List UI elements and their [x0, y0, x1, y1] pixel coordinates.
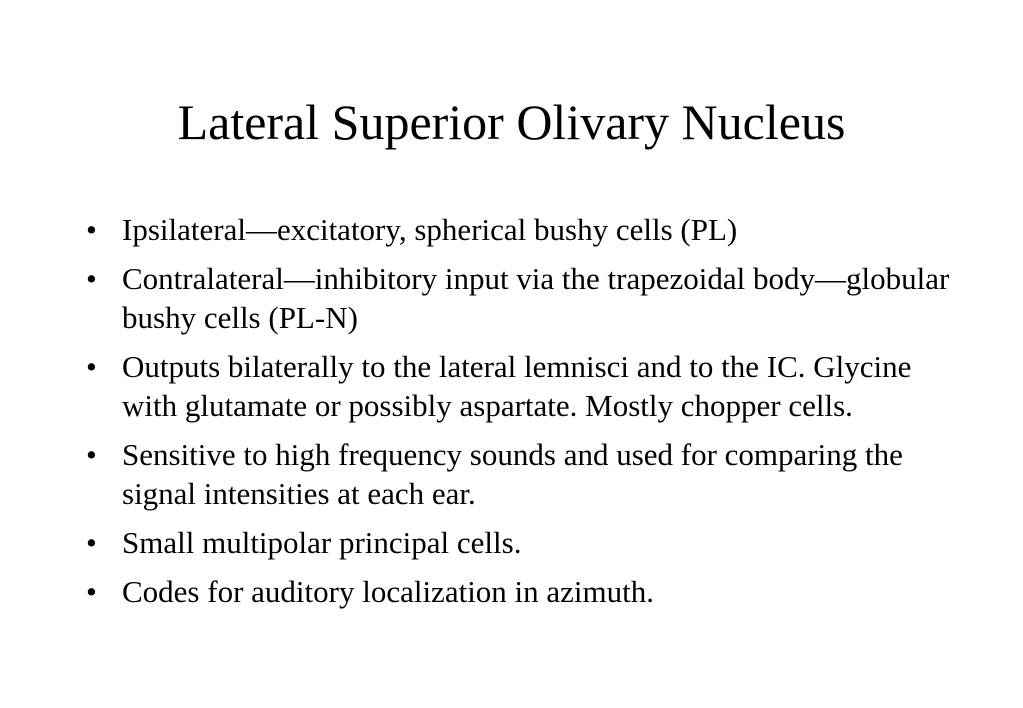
bullet-text: Contralateral—inhibitory input via the trapezoidal body—globular bushy cells (PL-N) [122, 261, 950, 335]
bullet-item [86, 347, 956, 425]
bullet-item [86, 572, 956, 611]
bullet-text: Sensitive to high frequency sounds and used for comparing the signal intensities at each ear. [122, 437, 903, 511]
bullet-text: Small multipolar principal cells. [122, 525, 522, 560]
bullet-text: Ipsilateral—excitatory, spherical bushy cells (PL) [122, 212, 738, 247]
bullet-text: Outputs bilaterally to the lateral lemnisci and to the IC. Glycine with glutamate or possibly aspartate. Mostly chopper cells. [122, 349, 912, 423]
bullet-point-icon: • [86, 525, 97, 560]
bullet-item [86, 259, 956, 337]
bullet-point-icon: • [86, 437, 97, 472]
bullet-list [86, 210, 956, 621]
bullet-text: Codes for auditory localization in azimuth. [122, 574, 655, 609]
bullet-point-icon: • [86, 349, 97, 384]
bullet-item [86, 210, 956, 249]
bullet-point-icon: • [86, 574, 97, 609]
bullet-item [86, 523, 956, 562]
bullet-point-icon: • [86, 261, 97, 296]
bullet-point-icon: • [86, 212, 97, 247]
slide-title: Lateral Superior Olivary Nucleus [177, 94, 846, 150]
bullet-item [86, 435, 956, 513]
